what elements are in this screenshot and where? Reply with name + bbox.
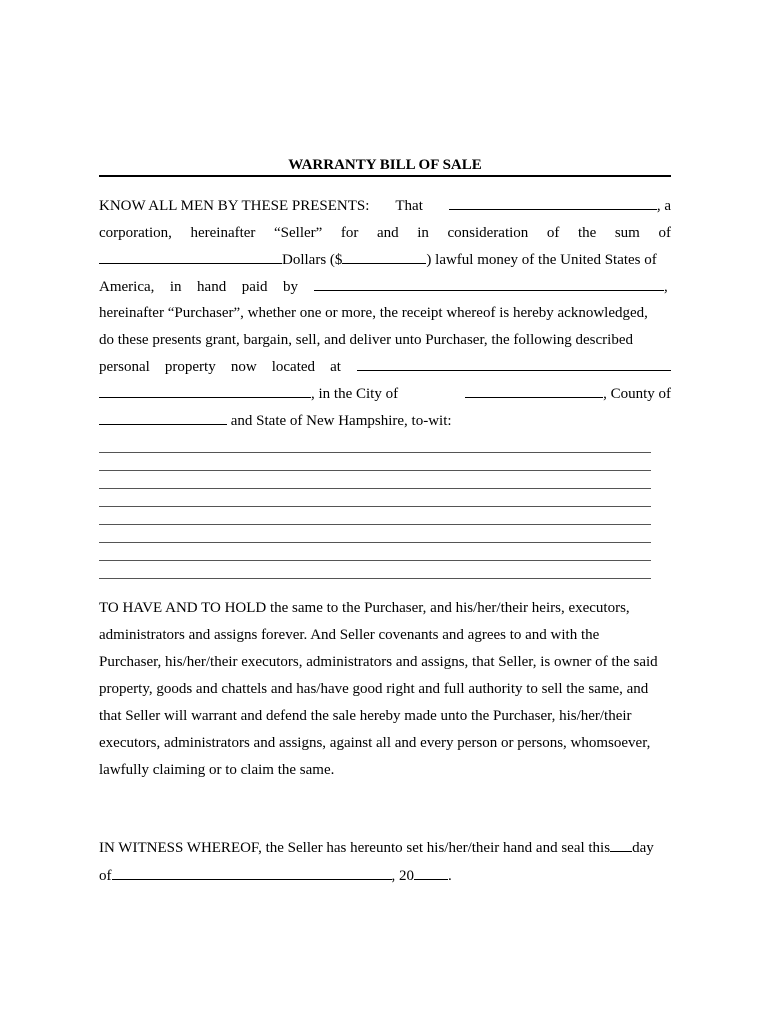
p1-l2-word: of: [658, 225, 671, 241]
property-description-line[interactable]: [99, 506, 651, 507]
p2-line-5: that Seller will warrant and defend the sale hereby made unto the Purchaser, his/her/their: [99, 708, 632, 724]
p1-l2-word: “Seller”: [274, 225, 323, 241]
p3-l2-period: .: [448, 868, 452, 884]
county-blank[interactable]: [99, 411, 227, 425]
p1-l4-word: America,: [99, 279, 155, 295]
p2-line-1: TO HAVE AND TO HOLD the same to the Purchaser, and his/her/their heirs, executors,: [99, 600, 630, 616]
p1-l4-word: in: [169, 279, 182, 295]
p1-l2-word: sum: [614, 225, 640, 241]
seller-name-blank[interactable]: [449, 196, 657, 210]
property-description-line[interactable]: [99, 560, 651, 561]
purchaser-name-blank[interactable]: [314, 277, 664, 291]
property-description-line[interactable]: [99, 470, 651, 471]
p1-l4-word: paid: [241, 279, 268, 295]
p1-l7-word: located: [271, 359, 316, 375]
p1-l1-that: That: [395, 198, 423, 214]
address-blank[interactable]: [99, 384, 311, 398]
p1-l2-word: consideration: [447, 225, 529, 241]
p1-l9-state: and State of New Hampshire, to-wit:: [230, 413, 452, 429]
p1-l2-word: for: [340, 225, 359, 241]
p1-l2-word: of: [546, 225, 560, 241]
p3-line-1: [99, 838, 671, 858]
p3-l2-of: of: [99, 868, 112, 884]
p1-l7-word: personal: [99, 359, 150, 375]
p1-line-5: hereinafter “Purchaser”, whether one or more, the receipt whereof is hereby acknowledged,: [99, 305, 648, 321]
p1-line-3: [99, 250, 671, 270]
property-location-blank[interactable]: [357, 357, 671, 371]
p1-l4-word: by: [283, 279, 298, 295]
p1-line-9: [99, 411, 671, 431]
p3-l1-day: day: [632, 840, 654, 856]
p1-l7-word: property: [164, 359, 216, 375]
p1-line-2: [99, 223, 671, 243]
p3-l2-year: , 20: [391, 868, 414, 884]
p2-line-6: executors, administrators and assigns, against all and every person or persons, whomsoever,: [99, 735, 651, 751]
p1-l8-county: , County of: [603, 386, 671, 402]
p2-line-7: lawfully claiming or to claim the same.: [99, 762, 335, 778]
p1-l8-city: , in the City of: [311, 386, 399, 402]
p1-l3-dollars: Dollars ($: [282, 252, 343, 268]
day-blank[interactable]: [610, 838, 632, 852]
p1-l1-intro: KNOW ALL MEN BY THESE PRESENTS:: [99, 198, 370, 214]
p2-line-3: Purchaser, his/her/their executors, administrators and assigns, that Seller, is owner of the said: [99, 654, 658, 670]
p1-l4-comma: ,: [664, 279, 668, 295]
p1-l2-word: the: [577, 225, 597, 241]
city-blank[interactable]: [465, 384, 603, 398]
document-title: WARRANTY BILL OF SALE: [288, 157, 482, 173]
p1-line-4: [99, 277, 671, 297]
year-blank[interactable]: [414, 866, 448, 880]
p1-l2-word: in: [417, 225, 429, 241]
p1-line-7: [99, 357, 671, 377]
property-description-line[interactable]: [99, 488, 651, 489]
p1-l7-word: now: [230, 359, 257, 375]
p2-line-2: administrators and assigns forever. And Seller covenants and agrees to and with the: [99, 627, 600, 643]
dollars-amount-blank[interactable]: [342, 250, 426, 264]
p1-l4-word: hand: [197, 279, 227, 295]
p1-l2-word: corporation,: [99, 225, 172, 241]
p3-l1-text: IN WITNESS WHEREOF, the Seller has hereunto set his/her/their hand and seal this: [99, 840, 611, 856]
month-blank[interactable]: [112, 866, 392, 880]
p3-line-2: [99, 866, 671, 886]
property-description-line[interactable]: [99, 542, 651, 543]
p1-line-8: [99, 384, 671, 404]
dollars-words-blank[interactable]: [99, 250, 282, 264]
p1-l2-word: hereinafter: [190, 225, 256, 241]
p1-l2-word: and: [376, 225, 399, 241]
property-description-line[interactable]: [99, 578, 651, 579]
property-description-line[interactable]: [99, 452, 651, 453]
p2-line-4: property, goods and chattels and has/have good right and full authority to sell the same, and: [99, 681, 649, 697]
property-description-line[interactable]: [99, 524, 651, 525]
p1-line-1: [99, 196, 671, 216]
p1-l1-a: , a: [656, 198, 671, 214]
p1-l3-rest: ) lawful money of the United States of: [426, 252, 657, 268]
title-underline: [99, 175, 671, 177]
p1-line-6: do these presents grant, bargain, sell, and deliver unto Purchaser, the following described: [99, 332, 633, 348]
p1-l7-word: at: [330, 359, 341, 375]
